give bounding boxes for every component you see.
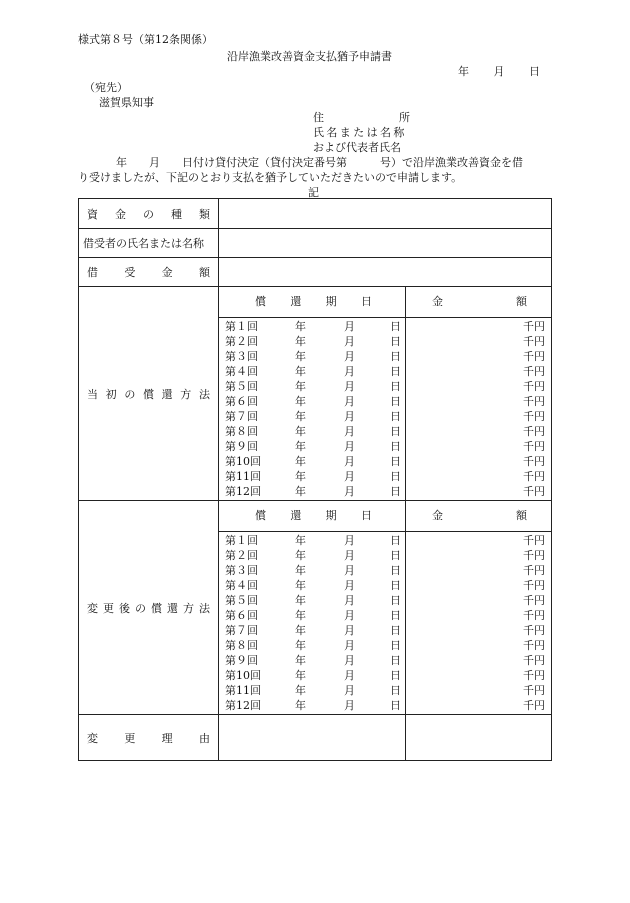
day-label: 日 <box>390 534 401 547</box>
installment-row[interactable] <box>219 578 405 593</box>
installment-number: 第１回 <box>225 534 258 547</box>
representative-label: および代表者氏名 <box>313 141 401 154</box>
installment-row[interactable] <box>219 683 405 698</box>
date-month: 月 <box>493 65 505 78</box>
installment-amount[interactable]: 千円 <box>523 624 545 637</box>
installment-number: 第10回 <box>225 669 261 682</box>
month-label: 月 <box>344 669 355 682</box>
day-label: 日 <box>390 320 401 333</box>
installment-amount[interactable]: 千円 <box>523 579 545 592</box>
month-label: 月 <box>344 579 355 592</box>
document-title: 沿岸漁業改善資金支払猶予申請書 <box>227 50 392 63</box>
day-label: 日 <box>390 669 401 682</box>
month-label: 月 <box>344 485 355 498</box>
date-header-char: 償 <box>255 509 266 522</box>
original-method-label-char: 方 <box>180 387 192 401</box>
installment-amount[interactable]: 千円 <box>523 320 545 333</box>
reason-extra-field[interactable] <box>406 715 552 761</box>
installment-amount[interactable]: 千円 <box>523 639 545 652</box>
changed-method-label-char: 更 <box>103 601 114 615</box>
day-label: 日 <box>390 410 401 423</box>
installment-number: 第11回 <box>225 470 261 483</box>
loan-amount-label-char: 借 <box>87 266 98 279</box>
month-label: 月 <box>344 470 355 483</box>
installment-row[interactable] <box>219 454 405 469</box>
installment-row[interactable] <box>219 653 405 668</box>
year-label: 年 <box>295 594 306 607</box>
borrower-field[interactable] <box>219 229 552 258</box>
reason-label <box>79 715 219 761</box>
installment-row[interactable] <box>219 484 405 499</box>
day-label: 日 <box>390 594 401 607</box>
original-method-label <box>79 287 219 501</box>
changed-header-row <box>79 501 552 532</box>
month-label: 月 <box>344 594 355 607</box>
month-label: 月 <box>344 365 355 378</box>
date-header-char: 償 <box>255 295 266 308</box>
installment-amount[interactable]: 千円 <box>523 699 545 712</box>
loan-amount-row <box>79 258 552 287</box>
year-label: 年 <box>295 639 306 652</box>
day-label: 日 <box>390 564 401 577</box>
loan-amount-label <box>79 258 219 287</box>
date-header-char: 期 <box>325 295 337 308</box>
installment-amount[interactable]: 千円 <box>523 440 545 453</box>
date-header-char: 還 <box>290 295 302 308</box>
installment-amount[interactable]: 千円 <box>523 564 545 577</box>
installment-number: 第６回 <box>225 395 258 408</box>
day-label: 日 <box>390 609 401 622</box>
year-label: 年 <box>295 579 306 592</box>
installment-amount[interactable]: 千円 <box>523 350 545 363</box>
year-label: 年 <box>295 564 306 577</box>
installment-amount[interactable]: 千円 <box>523 549 545 562</box>
month-label: 月 <box>344 455 355 468</box>
year-label: 年 <box>295 410 306 423</box>
body-line-1: 年 月 日付け貸付決定（貸付決定番号第 号）で沿岸漁業改善資金を借 <box>116 156 523 169</box>
reason-label-char: 理 <box>161 731 173 745</box>
changed-date-list[interactable] <box>219 532 406 715</box>
installment-amount[interactable]: 千円 <box>523 425 545 438</box>
loan-amount-label-char: 金 <box>161 266 173 279</box>
date-header-char: 日 <box>360 295 372 308</box>
installment-row[interactable] <box>219 668 405 683</box>
month-label: 月 <box>344 654 355 667</box>
original-method-label-char: 還 <box>161 387 173 401</box>
day-label: 日 <box>390 440 401 453</box>
year-label: 年 <box>295 624 306 637</box>
original-date-header <box>219 287 406 318</box>
installment-amount[interactable]: 千円 <box>523 609 545 622</box>
fund-type-row <box>79 199 552 229</box>
application-table <box>78 198 552 761</box>
year-label: 年 <box>295 350 306 363</box>
borrower-row <box>79 229 552 258</box>
installment-row[interactable] <box>219 623 405 638</box>
fund-type-label-char: 種 <box>171 207 182 221</box>
day-label: 日 <box>390 549 401 562</box>
original-method-label-char: 当 <box>87 387 98 401</box>
installment-amount[interactable]: 千円 <box>523 594 545 607</box>
changed-amount-list[interactable] <box>406 532 552 715</box>
installment-row[interactable] <box>219 319 405 334</box>
installment-amount[interactable]: 千円 <box>523 684 545 697</box>
borrower-label: 借受者の氏名または名称 <box>79 229 219 258</box>
installment-number: 第２回 <box>225 549 258 562</box>
installment-number: 第２回 <box>225 335 258 348</box>
year-label: 年 <box>295 609 306 622</box>
fund-type-field[interactable] <box>219 199 552 229</box>
changed-method-label-char: 後 <box>119 601 130 615</box>
month-label: 月 <box>344 320 355 333</box>
installment-number: 第８回 <box>225 425 258 438</box>
day-label: 日 <box>390 654 401 667</box>
month-label: 月 <box>344 380 355 393</box>
loan-amount-label-char: 受 <box>124 266 136 279</box>
month-label: 月 <box>344 335 355 348</box>
loan-amount-label-char: 額 <box>198 266 210 279</box>
date-header-char: 期 <box>325 509 337 522</box>
changed-method-label-char: の <box>135 601 146 615</box>
fund-type-label-char: 類 <box>199 207 210 221</box>
month-label: 月 <box>344 549 355 562</box>
month-label: 月 <box>344 609 355 622</box>
day-label: 日 <box>390 350 401 363</box>
year-label: 年 <box>295 485 306 498</box>
month-label: 月 <box>344 534 355 547</box>
year-label: 年 <box>295 380 306 393</box>
installment-number: 第12回 <box>225 699 261 712</box>
fund-type-label <box>79 199 219 229</box>
installment-row[interactable] <box>219 349 405 364</box>
installment-number: 第９回 <box>225 440 258 453</box>
installment-amount[interactable]: 千円 <box>523 395 545 408</box>
installment-number: 第６回 <box>225 609 258 622</box>
installment-number: 第12回 <box>225 485 261 498</box>
original-method-label-char: 初 <box>105 387 117 401</box>
year-label: 年 <box>295 425 306 438</box>
installment-row[interactable] <box>219 424 405 439</box>
day-label: 日 <box>390 485 401 498</box>
installment-number: 第５回 <box>225 594 258 607</box>
installment-row[interactable] <box>219 394 405 409</box>
address-label: 住 所 <box>313 111 410 124</box>
changed-amount-header <box>406 501 552 532</box>
installment-row[interactable] <box>219 548 405 563</box>
installment-number: 第１回 <box>225 320 258 333</box>
installment-row[interactable] <box>219 563 405 578</box>
date-header-char: 日 <box>360 509 372 522</box>
installment-amount[interactable]: 千円 <box>523 455 545 468</box>
year-label: 年 <box>295 320 306 333</box>
month-label: 月 <box>344 410 355 423</box>
installment-number: 第11回 <box>225 684 261 697</box>
installment-row[interactable] <box>219 533 405 548</box>
year-label: 年 <box>295 455 306 468</box>
installment-amount[interactable]: 千円 <box>523 669 545 682</box>
year-label: 年 <box>295 365 306 378</box>
changed-method-label <box>79 501 219 715</box>
changed-method-label-char: 還 <box>167 601 178 615</box>
installment-number: 第９回 <box>225 654 258 667</box>
month-label: 月 <box>344 440 355 453</box>
year-label: 年 <box>295 335 306 348</box>
date-day: 日 <box>529 65 540 78</box>
day-label: 日 <box>390 365 401 378</box>
installment-amount[interactable]: 千円 <box>523 485 545 498</box>
year-label: 年 <box>295 534 306 547</box>
amount-header-char: 金 <box>432 295 443 308</box>
reason-label-char: 由 <box>198 731 210 745</box>
original-method-label-char: 償 <box>142 387 154 401</box>
original-header-row <box>79 287 552 318</box>
form-number: 様式第８号（第12条関係） <box>78 33 213 46</box>
loan-amount-field[interactable] <box>219 258 552 287</box>
month-label: 月 <box>344 425 355 438</box>
date-year: 年 <box>458 65 469 78</box>
installment-number: 第４回 <box>225 579 258 592</box>
installment-number: 第５回 <box>225 380 258 393</box>
month-label: 月 <box>344 624 355 637</box>
reason-label-char: 更 <box>124 731 136 745</box>
body-line-2: り受けましたが、下記のとおり支払を猶予していただきたいので申請します。 <box>78 171 463 184</box>
amount-header-char: 額 <box>516 295 527 308</box>
installment-number: 第７回 <box>225 624 258 637</box>
month-label: 月 <box>344 639 355 652</box>
year-label: 年 <box>295 440 306 453</box>
installment-amount[interactable]: 千円 <box>523 410 545 423</box>
year-label: 年 <box>295 669 306 682</box>
original-date-list[interactable] <box>219 318 406 501</box>
reason-label-char: 変 <box>87 731 98 745</box>
month-label: 月 <box>344 699 355 712</box>
recipient: 滋賀県知事 <box>99 96 154 109</box>
fund-type-label-char: 金 <box>115 207 126 221</box>
installment-amount[interactable]: 千円 <box>523 654 545 667</box>
installment-row[interactable] <box>219 469 405 484</box>
changed-date-header <box>219 501 406 532</box>
day-label: 日 <box>390 579 401 592</box>
fund-type-label-char: の <box>143 207 154 221</box>
amount-header-char: 額 <box>516 509 527 522</box>
installment-amount[interactable]: 千円 <box>523 380 545 393</box>
fund-type-label-char: 資 <box>87 207 98 221</box>
installment-row[interactable] <box>219 638 405 653</box>
year-label: 年 <box>295 549 306 562</box>
changed-method-label-char: 変 <box>87 601 98 615</box>
day-label: 日 <box>390 455 401 468</box>
reason-row <box>79 715 552 761</box>
ki-label: 記 <box>308 186 319 199</box>
amount-header-char: 金 <box>432 509 443 522</box>
year-label: 年 <box>295 684 306 697</box>
original-amount-header <box>406 287 552 318</box>
installment-row[interactable] <box>219 409 405 424</box>
installment-row[interactable] <box>219 698 405 713</box>
name-label: 氏名または名称 <box>313 126 407 139</box>
day-label: 日 <box>390 470 401 483</box>
installment-amount[interactable]: 千円 <box>523 335 545 348</box>
day-label: 日 <box>390 380 401 393</box>
installment-row[interactable] <box>219 364 405 379</box>
installment-row[interactable] <box>219 334 405 349</box>
year-label: 年 <box>295 470 306 483</box>
reason-field[interactable] <box>219 715 406 761</box>
month-label: 月 <box>344 684 355 697</box>
original-method-label-char: の <box>124 387 136 401</box>
day-label: 日 <box>390 684 401 697</box>
date-line <box>458 63 540 79</box>
original-amount-list[interactable] <box>406 318 552 501</box>
installment-number: 第４回 <box>225 365 258 378</box>
installment-row[interactable] <box>219 379 405 394</box>
date-header-char: 還 <box>290 509 302 522</box>
year-label: 年 <box>295 395 306 408</box>
changed-method-label-char: 法 <box>199 601 210 615</box>
installment-number: 第10回 <box>225 455 261 468</box>
installment-amount[interactable]: 千円 <box>523 365 545 378</box>
installment-number: 第３回 <box>225 350 258 363</box>
year-label: 年 <box>295 654 306 667</box>
year-label: 年 <box>295 699 306 712</box>
changed-method-label-char: 償 <box>151 601 162 615</box>
month-label: 月 <box>344 395 355 408</box>
day-label: 日 <box>390 425 401 438</box>
day-label: 日 <box>390 699 401 712</box>
recipient-prefix: （宛先） <box>84 81 128 94</box>
installment-amount[interactable]: 千円 <box>523 470 545 483</box>
installment-number: 第７回 <box>225 410 258 423</box>
installment-row[interactable] <box>219 439 405 454</box>
month-label: 月 <box>344 564 355 577</box>
installment-number: 第８回 <box>225 639 258 652</box>
month-label: 月 <box>344 350 355 363</box>
changed-method-label-char: 方 <box>183 601 194 615</box>
installment-number: 第３回 <box>225 564 258 577</box>
day-label: 日 <box>390 639 401 652</box>
installment-amount[interactable]: 千円 <box>523 534 545 547</box>
original-method-label-char: 法 <box>198 387 210 401</box>
installment-row[interactable] <box>219 608 405 623</box>
day-label: 日 <box>390 624 401 637</box>
day-label: 日 <box>390 395 401 408</box>
day-label: 日 <box>390 335 401 348</box>
installment-row[interactable] <box>219 593 405 608</box>
